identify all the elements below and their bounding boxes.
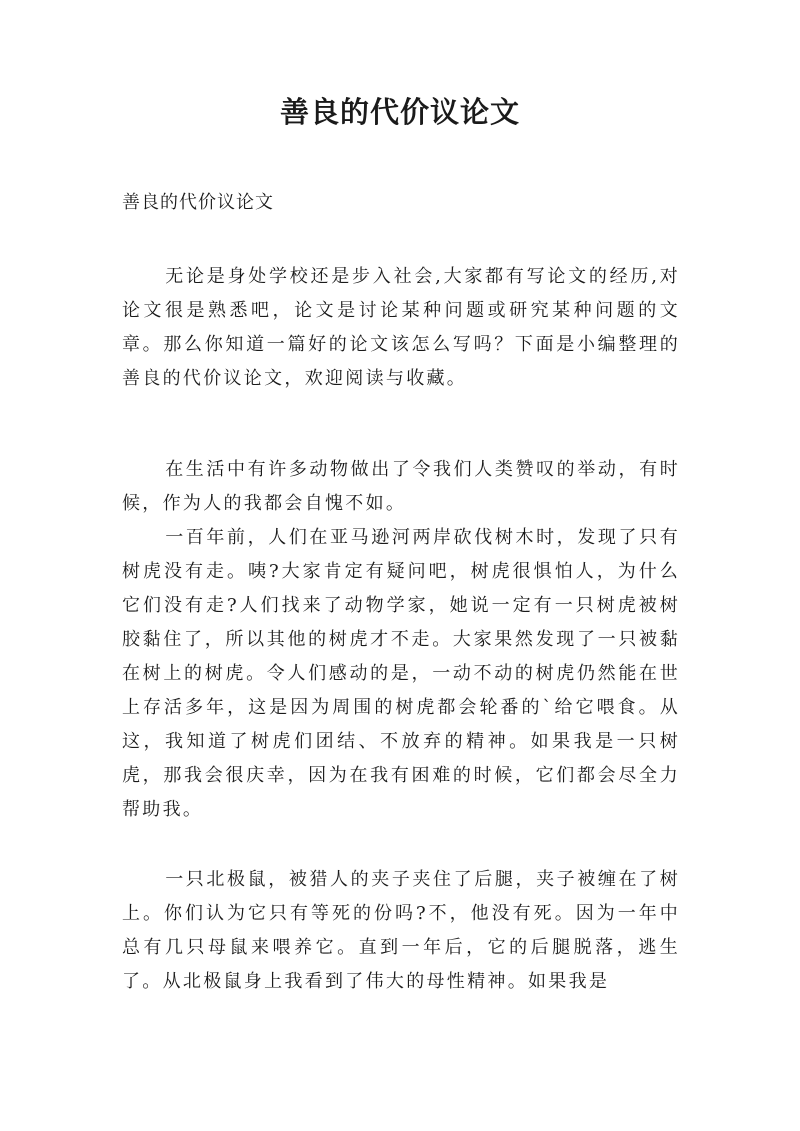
document-subtitle: 善良的代价议论文 xyxy=(122,192,274,213)
paragraph-intro: 无论是身处学校还是步入社会,大家都有写论文的经历,对论文很是熟悉吧，论文是讨论某种问题或研究某种问题的文章。那么你知道一篇好的论文该怎么写吗？下面是小编整理的善良的代价议论文，欢迎阅读与收藏。 xyxy=(122,266,680,389)
page-title: 善良的代价议论文 xyxy=(279,95,520,129)
paragraph-arctic-mouse: 一只北极鼠，被猎人的夹子夹住了后腿，夹子被缠在了树上。你们认为它只有等死的份吗?不，他没有死。因为一年中总有几只母鼠来喂养它。直到一年后，它的后腿脱落，逃生了。从北极鼠身上我看到了伟大的母性精神。如果我是 xyxy=(122,869,680,992)
paragraph-tree-tiger: 一百年前，人们在亚马逊河两岸砍伐树木时，发现了只有树虎没有走。咦?大家肯定有疑问吧，树虎很惧怕人，为什么它们没有走?人们找来了动物学家，她说一定有一只树虎被树胶黏住了，所以其他的树虎才不走。大家果然发现了一只被黏在树上的树虎。令人们感动的是，一动不动的树虎仍然能在世上存活多年，这是因为周围的树虎都会轮番的`给它喂食。从这，我知道了树虎们团结、不放弃的精神。如果我是一只树虎，那我会很庆幸，因为在我有困难的时候，它们都会尽全力帮助我。 xyxy=(122,527,680,820)
paragraph-animals: 在生活中有许多动物做出了令我们人类赞叹的举动，有时候，作为人的我都会自愧不如。 xyxy=(122,459,680,514)
